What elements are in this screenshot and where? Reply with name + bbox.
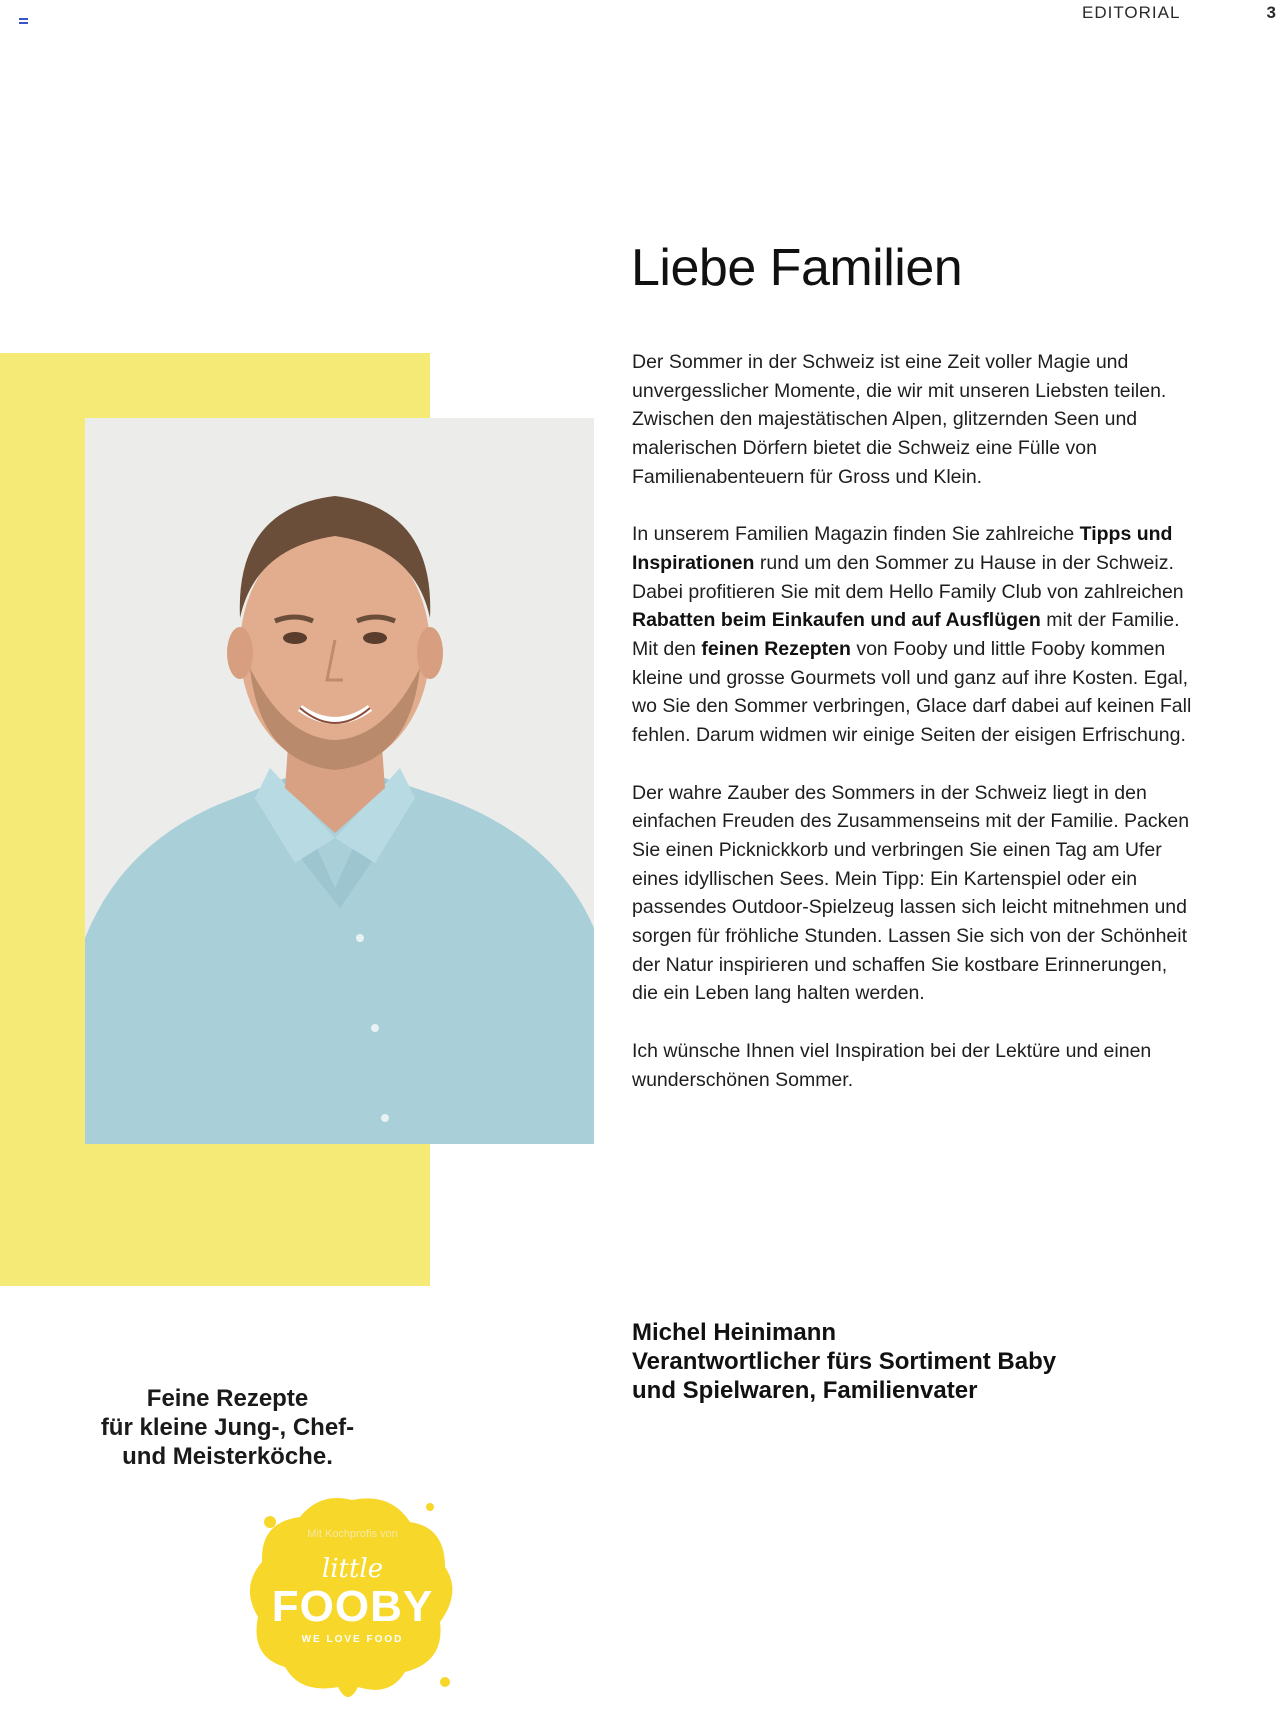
recipe-promo — [60, 1384, 395, 1471]
menu-icon[interactable] — [19, 18, 28, 24]
paragraph-closing: Ich wünsche Ihnen viel Inspiration bei der Lektüre und einen wunderschönen Sommer. — [632, 1039, 1152, 1091]
highlight-discounts: Rabatten beim Einkaufen und auf Ausflügen — [632, 609, 1041, 632]
highlight-recipes: feinen Rezepten — [701, 638, 851, 661]
little-fooby-logo[interactable] — [240, 1482, 465, 1707]
section-label: EDITORIAL — [1082, 3, 1181, 22]
fooby-small-text: Mit Kochprofis von — [307, 1528, 398, 1540]
author-role-line1: Verantwortlicher fürs Sortiment Baby — [632, 1348, 1057, 1375]
promo-line1: Feine Rezepte — [146, 1385, 309, 1412]
fooby-little-text: little — [321, 1554, 384, 1584]
author-role-line2: und Spielwaren, Familienvater — [632, 1377, 978, 1404]
highlight-tips: Tipps und Inspirationen — [632, 523, 1173, 574]
paragraph-magazine: In unserem Familien Magazin finden Sie zahlreiche Tipps und Inspirationen rund um den Sommer zu Hause in der Schweiz. Dabei profitieren Sie mit dem Hello Family Club von zahlreichen Rabatten beim Einkaufen und auf Ausflügen mit der Familie. Mit den feinen Rezepten von Fooby und little Fooby kommen kleine und grosse Gourmets voll und ganz auf ihre Kosten. Egal, wo Sie den Sommer verbringen, Glace darf dabei auf keinen Fall fehlen. Darum widmen wir einige Seiten der eisigen Erfrischung. — [632, 523, 1192, 747]
promo-line3: und Meisterköche. — [122, 1443, 333, 1470]
promo-line2: für kleine Jung-, Chef- — [100, 1414, 355, 1441]
paragraph-intro: Der Sommer in der Schweiz ist eine Zeit voller Magie und unvergesslicher Momente, die wir mit unseren Liebsten teilen. Zwischen den majestätischen Alpen, glitzernden Seen und malerischen Dörfern bietet die Schweiz eine Fülle von Familienabenteuern für Gross und Klein. — [632, 351, 1167, 488]
article-title: Liebe Familien — [631, 239, 963, 297]
paragraph-summer-magic: Der wahre Zauber des Sommers in der Schweiz liegt in den einfachen Freuden des Zusammenseins mit der Familie. Packen Sie einen Picknickkorb und verbringen Sie einen Tag am Ufer eines idyllischen Sees. Mein Tipp: Ein Kartenspiel oder ein passendes Outdoor-Spielzeug lassen sich leicht mitnehmen und sorgen für fröhliche Stunden. Lassen Sie sich von der Schönheit der Natur inspirieren und schaffen Sie kostbare Erinnerungen, die ein Leben lang halten werden. — [632, 781, 1190, 1005]
article-body — [632, 348, 1192, 1123]
author-signature — [632, 1318, 1056, 1405]
author-portrait — [85, 418, 594, 1144]
fooby-tagline: WE LOVE FOOD — [301, 1634, 404, 1645]
author-name: Michel Heinimann — [632, 1319, 837, 1346]
page-number: 3 — [1266, 3, 1276, 22]
fooby-wordmark: FOOBY — [271, 1582, 434, 1631]
